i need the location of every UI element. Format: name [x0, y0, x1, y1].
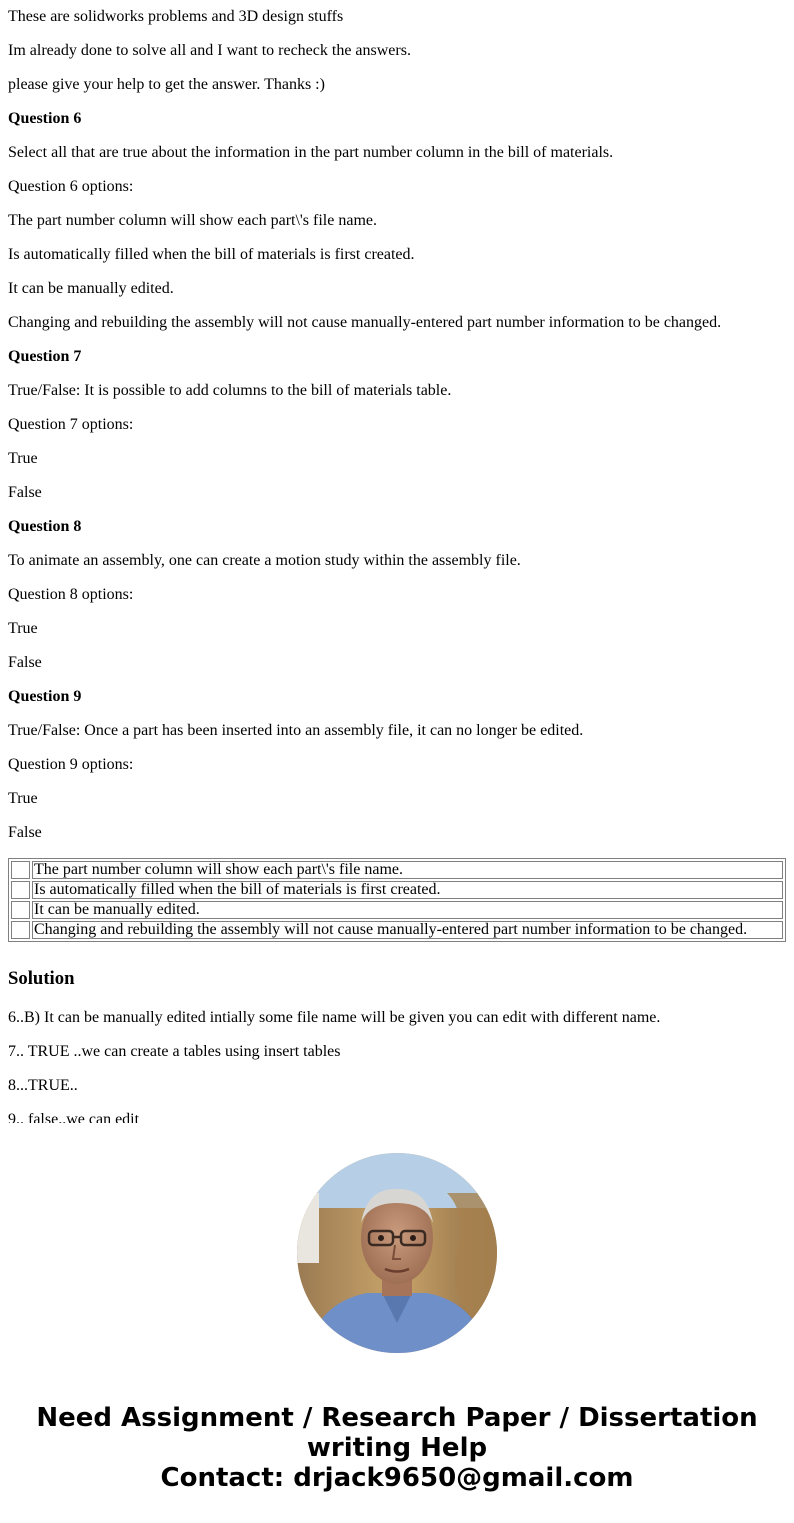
solution-line-7: 7.. TRUE ..we can create a tables using insert tables [8, 1043, 341, 1060]
question-6-options-label: Question 6 options: [8, 178, 134, 195]
checkbox-cell[interactable] [11, 881, 30, 899]
table-row [11, 901, 783, 919]
option-cell: Is automatically filled when the bill of materials is first created. [32, 881, 783, 899]
checkbox-cell[interactable] [11, 901, 30, 919]
solution-heading: Solution [8, 968, 75, 989]
question-9-options-label: Question 9 options: [8, 756, 134, 773]
question-7-heading: Question 7 [8, 348, 82, 365]
option-cell: Changing and rebuilding the assembly will not cause manually-entered part number information to be changed. [32, 921, 783, 939]
question-9-option-false: False [8, 824, 42, 841]
table-row [11, 861, 783, 879]
question-6-option-1: The part number column will show each part\'s file name. [8, 212, 377, 229]
question-8-option-false: False [8, 654, 42, 671]
question-6-option-3: It can be manually edited. [8, 280, 174, 297]
table-row [11, 921, 783, 939]
question-8-prompt: To animate an assembly, one can create a motion study within the assembly file. [8, 552, 521, 569]
table-row [11, 881, 783, 899]
options-table [8, 858, 786, 942]
question-8-heading: Question 8 [8, 518, 82, 535]
avatar-portrait [297, 1153, 497, 1353]
question-7-prompt: True/False: It is possible to add columns to the bill of materials table. [8, 382, 452, 399]
question-7-option-false: False [8, 484, 42, 501]
question-9-option-true: True [8, 790, 38, 807]
question-7-option-true: True [8, 450, 38, 467]
question-8-options-label: Question 8 options: [8, 586, 134, 603]
banner-line-1: Need Assignment / Research Paper / Dissertation [36, 1403, 758, 1433]
avatar [297, 1153, 497, 1353]
solution-line-8: 8...TRUE.. [8, 1077, 78, 1094]
solution-line-6: 6..B) It can be manually edited intially some file name will be given you can edit with different name. [8, 1009, 661, 1026]
option-cell: It can be manually edited. [32, 901, 783, 919]
question-6-prompt: Select all that are true about the information in the part number column in the bill of materials. [8, 144, 614, 161]
checkbox-cell[interactable] [11, 921, 30, 939]
intro-line-3: please give your help to get the answer. Thanks :) [8, 76, 325, 93]
intro-line-1: These are solidworks problems and 3D design stuffs [8, 8, 344, 25]
question-6-option-4: Changing and rebuilding the assembly will not cause manually-entered part number information to be changed. [8, 314, 722, 331]
question-9-prompt: True/False: Once a part has been inserted into an assembly file, it can no longer be edited. [8, 722, 584, 739]
banner-contact-line: Contact: drjack9650@gmail.com [160, 1463, 634, 1493]
question-7-options-label: Question 7 options: [8, 416, 134, 433]
solution-line-9: 9.. false..we can edit [8, 1111, 140, 1123]
contact-banner [0, 1403, 794, 1493]
banner-line-2: writing Help [306, 1433, 488, 1463]
option-cell: The part number column will show each part\'s file name. [32, 861, 783, 879]
question-6-heading: Question 6 [8, 110, 82, 127]
question-9-heading: Question 9 [8, 688, 82, 705]
checkbox-cell[interactable] [11, 861, 30, 879]
intro-line-2: Im already done to solve all and I want to recheck the answers. [8, 42, 411, 59]
question-6-option-2: Is automatically filled when the bill of materials is first created. [8, 246, 415, 263]
document-content [8, 0, 786, 1123]
question-8-option-true: True [8, 620, 38, 637]
